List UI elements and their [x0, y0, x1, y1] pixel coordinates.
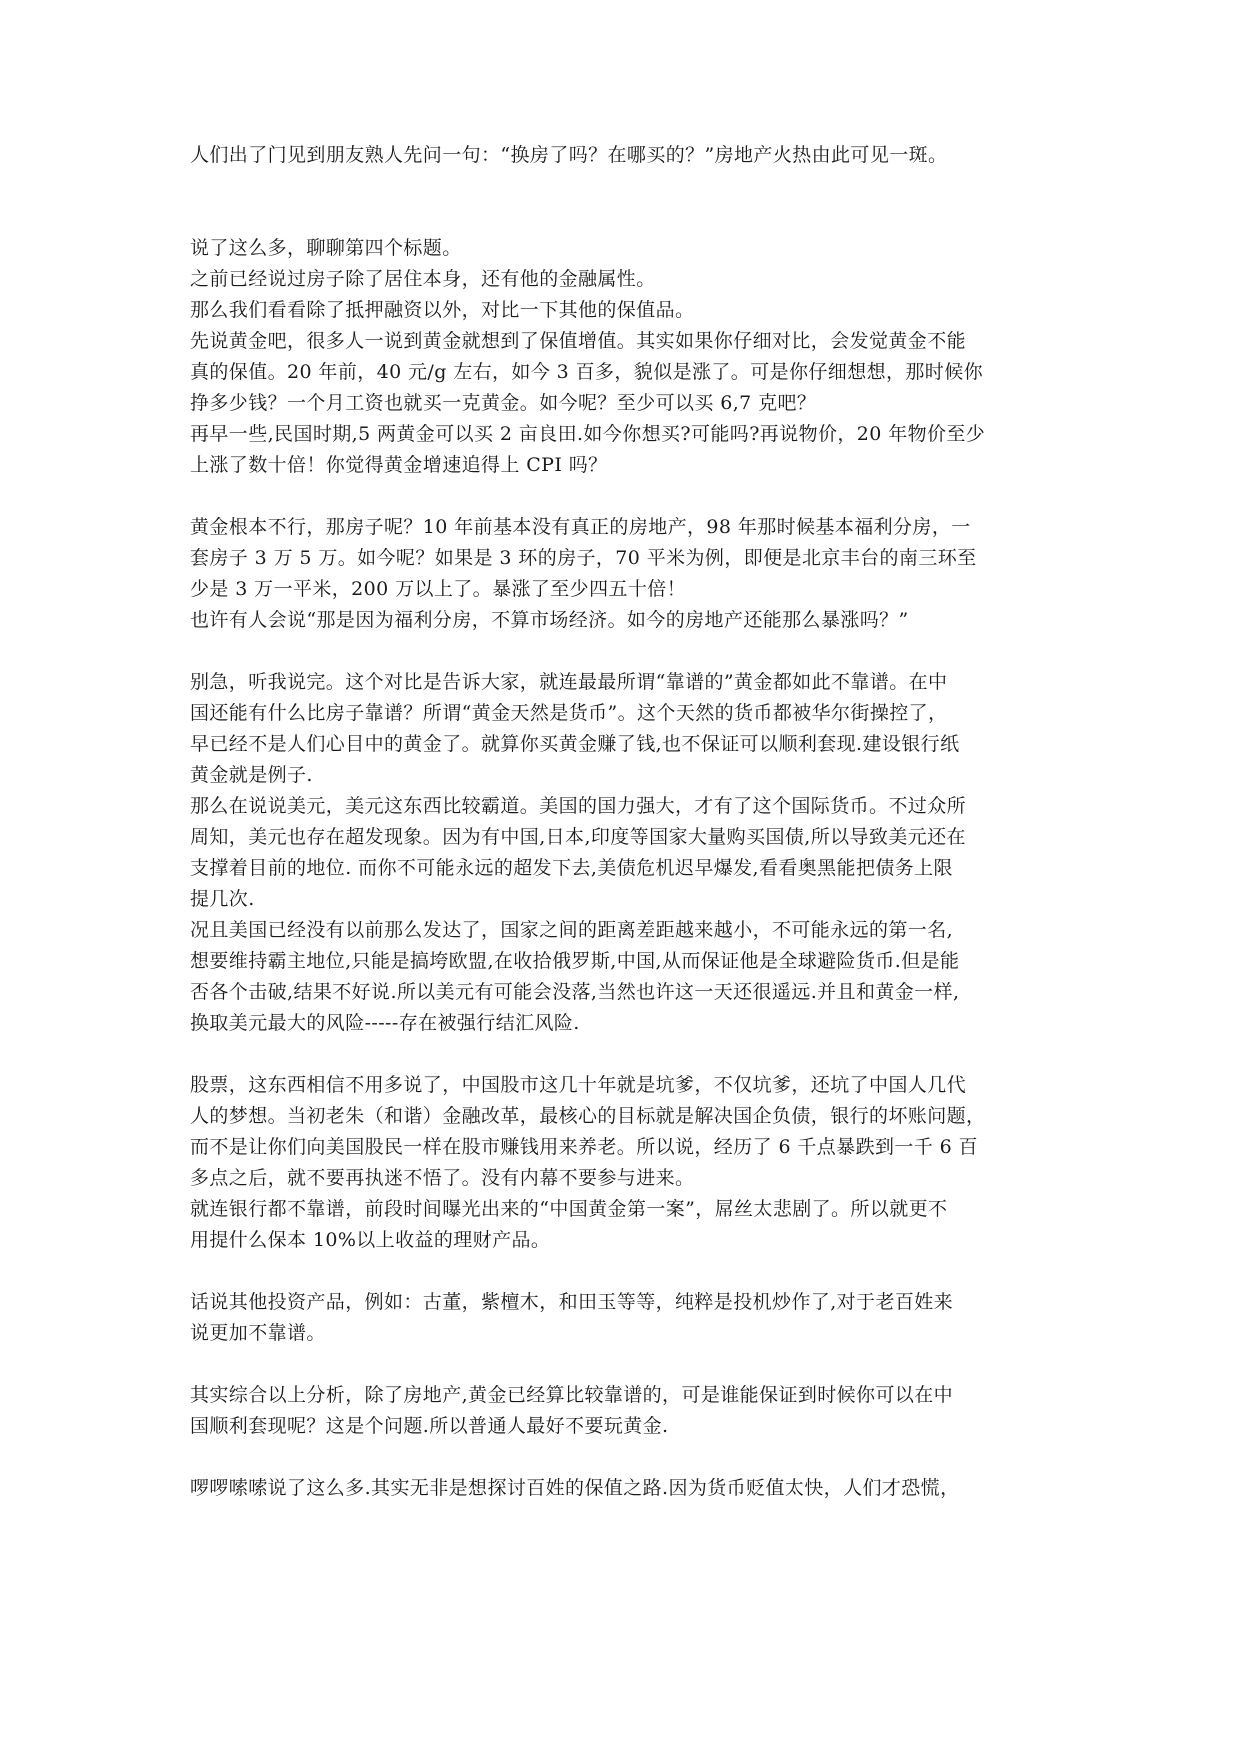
paragraph-gap — [190, 1442, 1070, 1473]
text-line: 人的梦想。当初老朱（和谐）金融改革，最核心的目标就是解决国企负债，银行的坏账问题， — [190, 1105, 986, 1127]
paragraph-gap — [190, 636, 1070, 667]
text-line: 啰啰嗦嗦说了这么多.其实无非是想探讨百姓的保值之路.因为货币贬值太快，人们才恐慌， — [190, 1477, 960, 1499]
text-line: 国顺利套现呢？这是个问题.所以普通人最好不要玩黄金. — [190, 1415, 669, 1437]
text-line: 再早一些,民国时期,5 两黄金可以买 2 亩良田.如今你想买?可能吗?再说物价，20 年物价至少 — [190, 423, 986, 445]
paragraph-gap — [190, 481, 1070, 512]
text-line: 挣多少钱？一个月工资也就买一克黄金。如今呢？至少可以买 6,7 克吧？ — [190, 392, 817, 414]
text-line: 否各个击破,结果不好说.所以美元有可能会没落,当然也许这一天还很遥远.并且和黄金一样, — [190, 981, 960, 1003]
text-line: 黄金根本不行，那房子呢？10 年前基本没有真正的房地产，98 年那时候基本福利分房，一 — [190, 516, 971, 538]
text-line: 况且美国已经没有以前那么发达了，国家之间的距离差距越来越小，不可能永远的第一名, — [190, 919, 954, 941]
text-line: 少是 3 万一平米，200 万以上了。暴涨了至少四五十倍！ — [190, 578, 687, 600]
text-line: 套房子 3 万 5 万。如今呢？如果是 3 环的房子，70 平米为例，即便是北京丰台的南三环至 — [190, 547, 977, 569]
paragraph-gap — [190, 1349, 1070, 1380]
text-line: 话说其他投资产品，例如：古董，紫檀木，和田玉等等，纯粹是投机炒作了,对于老百姓来 — [190, 1291, 954, 1313]
text-line: 多点之后，就不要再执迷不悟了。没有内幕不要参与进来。 — [190, 1167, 695, 1189]
text-line: 用提什么保本 10%以上收益的理财产品。 — [190, 1229, 551, 1251]
text-line: 支撑着目前的地位. 而你不可能永远的超发下去,美债危机迟早爆发,看看奥黑能把债务上限 — [190, 857, 953, 879]
paragraph-gap — [190, 171, 1070, 233]
text-line: 也许有人会说“那是因为福利分房，不算市场经济。如今的房地产还能那么暴涨吗？” — [190, 609, 909, 631]
text-line: 提几次. — [190, 888, 255, 910]
text-line: 国还能有什么比房子靠谱？所谓“黄金天然是货币”。这个天然的货币都被华尔街操控了， — [190, 702, 948, 724]
text-line: 上涨了数十倍！你觉得黄金增速追得上 CPI 吗？ — [190, 454, 608, 476]
text-line: 就连银行都不靠谱，前段时间曝光出来的“中国黄金第一案”，屌丝太悲剧了。所以就更不 — [190, 1198, 948, 1220]
text-line: 其实综合以上分析，除了房地产,黄金已经算比较靠谱的，可是谁能保证到时候你可以在中 — [190, 1384, 954, 1406]
text-line: 而不是让你们向美国股民一样在股市赚钱用来养老。所以说，经历了 6 千点暴跌到一千 6 百 — [190, 1136, 978, 1158]
text-line: 人们出了门见到朋友熟人先问一句：“换房了吗？在哪买的？”房地产火热由此可见一斑。 — [190, 144, 948, 166]
text-line: 股票，这东西相信不用多说了，中国股市这几十年就是坑爹，不仅坑爹，还坑了中国人几代 — [190, 1074, 967, 1096]
text-line: 说更加不靠谱。 — [190, 1322, 326, 1344]
paragraph-gap — [190, 1039, 1070, 1070]
text-line: 想要维持霸主地位,只能是搞垮欧盟,在收拾俄罗斯,中国,从而保证他是全球避险货币.但是能 — [190, 950, 960, 972]
text-line: 说了这么多，聊聊第四个标题。 — [190, 237, 462, 259]
text-line: 之前已经说过房子除了居住本身，还有他的金融属性。 — [190, 268, 656, 290]
text-line: 早已经不是人们心目中的黄金了。就算你买黄金赚了钱,也不保证可以顺利套现.建设银行纸 — [190, 733, 960, 755]
text-line: 周知，美元也存在超发现象。因为有中国,日本,印度等国家大量购买国债,所以导致美元还在 — [190, 826, 966, 848]
text-line: 别急，听我说完。这个对比是告诉大家，就连最最所谓“靠谱的”黄金都如此不靠谱。在中 — [190, 671, 948, 693]
text-line: 真的保值。20 年前，40 元/g 左右，如今 3 百多，貌似是涨了。可是你仔细想想，那时候你 — [190, 361, 984, 383]
paragraph-gap — [190, 1256, 1070, 1287]
text-line: 换取美元最大的风险-----存在被强行结汇风险. — [190, 1012, 580, 1034]
text-line: 先说黄金吧，很多人一说到黄金就想到了保值增值。其实如果你仔细对比，会发觉黄金不能 — [190, 330, 967, 352]
document-page — [190, 140, 1070, 1504]
text-line: 那么在说说美元，美元这东西比较霸道。美国的国力强大，才有了这个国际货币。不过众所 — [190, 795, 967, 817]
text-line: 黄金就是例子. — [190, 764, 313, 786]
text-line: 那么我们看看除了抵押融资以外，对比一下其他的保值品。 — [190, 299, 695, 321]
